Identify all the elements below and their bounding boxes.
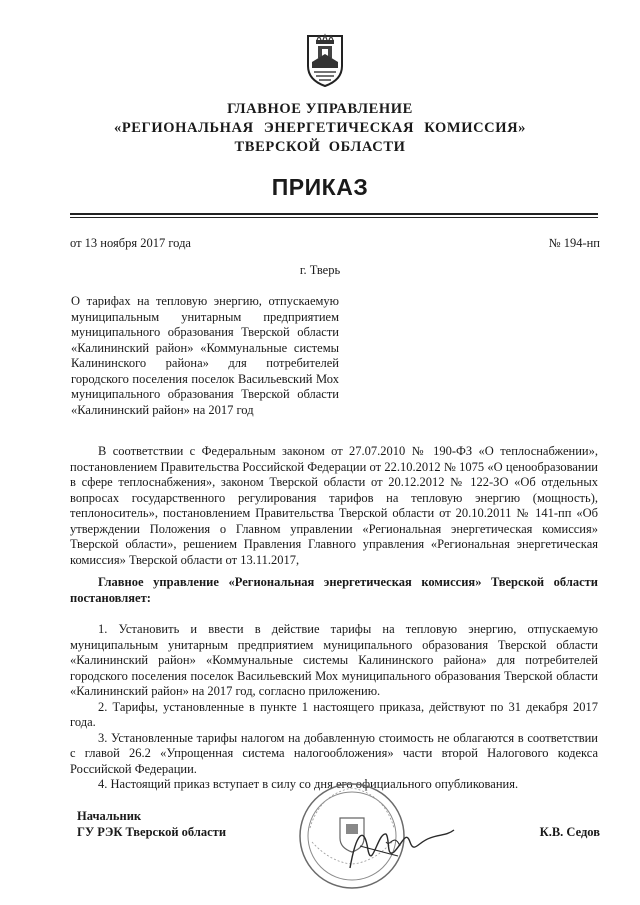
signatory-name: К.В. Седов [539, 825, 600, 839]
order-item-2: 2. Тарифы, установленные в пункте 1 настоящего приказа, действуют по 31 декабря 2017 года. [70, 699, 598, 729]
document-date: от 13 ноября 2017 года [70, 236, 191, 250]
signatory-position [77, 808, 226, 840]
header-divider-thick [70, 213, 598, 215]
org-name-line-1: ГЛАВНОЕ УПРАВЛЕНИЕ [227, 101, 413, 117]
org-name-line-3: ТВЕРСКОЙ ОБЛАСТИ [234, 139, 406, 155]
org-name-line-2: «РЕГИОНАЛЬНАЯ ЭНЕРГЕТИЧЕСКАЯ КОМИССИЯ» [113, 120, 527, 136]
order-item-3: 3. Установленные тарифы налогом на добавленную стоимость не облагаются в соответствии с главой 26.2 «Упрощенная система налогообложения» части второй Налогового кодекса Российской Федерации. [70, 730, 598, 776]
order-item-4: 4. Настоящий приказ вступает в силу со дня его официального опубликования. [98, 777, 519, 791]
header-divider-thin [70, 217, 598, 218]
order-item-1: 1. Установить и ввести в действие тарифы на тепловую энергию, отпускаемую муниципальным унитарным предприятием муниципального образования Тверской области «Калининский район» «Коммунальные системы Калининского района» для потребителей городского поселения поселок Васильевский Мох муниципального образования Тверской области «Калининский район» на 2017 год, согласно приложению. [70, 622, 598, 698]
preamble-paragraph: В соответствии с Федеральным законом от 27.07.2010 № 190-ФЗ «О теплоснабжении», постановлением Правительства Российской Федерации от 22.10.2012 № 1075 «О ценообразовании в сфере теплоснабжения», законом Тверской области от 20.12.2012 № 122-ЗО «Об отдельных вопросах государственного регулирования тарифов на тепловую энергию (мощность), теплоноситель», постановлением Правительства Тверской области от 20.10.2011 № 141-пп «Об утверждении Положения о Главном управлении «Региональная энергетическая комиссия» Тверской области», решением Правления Главного управления «Региональная энергетическая комиссия» Тверской области от 13.11.2017, [70, 444, 598, 567]
order-items [70, 622, 598, 793]
tver-region-emblem-icon [304, 32, 346, 88]
signatory-organization: ГУ РЭК Тверской области [77, 825, 227, 839]
document-number: № 194-нп [548, 236, 600, 250]
decree-statement: Главное управление «Региональная энергетическая комиссия» Тверской области постановляет: [70, 575, 598, 605]
document-city: г. Тверь [299, 263, 341, 277]
document-title: ПРИКАЗ [271, 174, 369, 200]
signatory-title: Начальник [77, 809, 142, 823]
document-subject: О тарифах на тепловую энергию, отпускаемую муниципальным унитарным предприятием муниципального образования Тверской области «Калининский район» «Коммунальные системы Калининского района» для потребителей городского поселения поселок Васильевский Мох муниципального образования Тверской области «Калининский район» на 2017 год [71, 294, 339, 417]
official-seal-stamp [290, 772, 458, 892]
